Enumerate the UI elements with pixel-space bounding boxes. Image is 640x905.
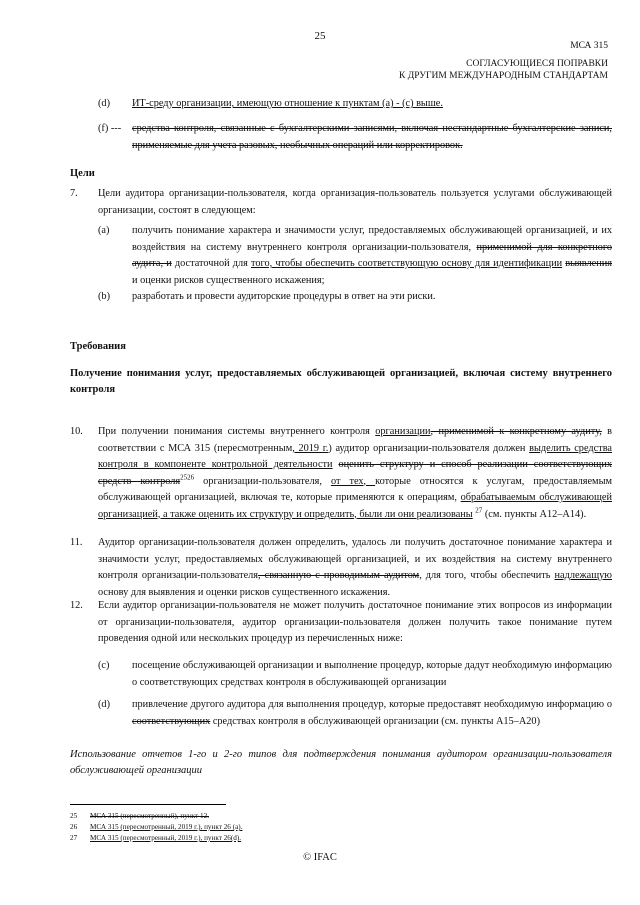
item-f-label: (f) ---: [98, 123, 122, 134]
running-header: [399, 58, 608, 82]
copyright-footer: © IFAC: [303, 852, 337, 863]
para-12d-label: (d): [98, 699, 111, 710]
para-12c-text: посещение обслуживающей организации и выполнение процедур, которые дадут необходимую информацию о соответствующих средствах контроля в обслуживающей организации: [132, 660, 612, 688]
requirements-heading: Требования: [70, 341, 126, 352]
para-7a-label: (a): [98, 225, 110, 236]
item-f-struck: средства контроля, связанные с бухгалтерскими записями, включая нестандартные бухгалтерские записи, применяемые для учета разовых, необычных операций или корректировок.: [132, 123, 612, 151]
para-7-text: Цели аудитора организации-пользователя, когда организация-пользователь пользуется услугами обслуживающей организации, состоят в следующем:: [98, 188, 612, 216]
para-11-number: 11.: [70, 537, 83, 548]
para-7-number: 7.: [70, 188, 78, 199]
para-12d-text: привлечение другого аудитора для выполнения процедур, которые предоставят необходимую информацию о соответствующих средствах контроля в обслуживающей организации (см. пункты A15–A20): [132, 699, 612, 727]
page-number: 25: [314, 30, 326, 42]
item-d-underlined: ИТ-среду организации, имеющую отношение к пунктам (a) - (c) выше.: [132, 98, 443, 109]
para-10-text: При получении понимания системы внутреннего контроля организации, применимой к конкретному аудиту, в соответствии с МСА 315 (пересмотренным, 2019 г.) аудитор организации-пользователя должен выделить средства контроля в компоненте контрольной деятельности оценить структуру и способ реализации соответствующих средств контроля$^{2526}$ организации-пользователя, от тех, которые относятся к услугам, предоставляемым обслуживающей организацией, включая те, которые применяются к операциям, обрабатываемым обслуживающей организацией, а также оценить их структуру и определить, были ли они реализованы $^{27}$ (см. пункты A12–A14).: [98, 426, 613, 520]
para-7b-label: (b): [98, 291, 111, 302]
footnote-26: 26 МСА 315 (пересмотренный, 2019 г.), пункт 26 (a).: [70, 823, 243, 831]
item-d-text: [132, 96, 612, 113]
italic-subheading: Использование отчетов 1-го и 2-го типов для подтверждения понимания аудитором организации-пользователя обслуживающей организации: [70, 749, 612, 776]
para-10-number: 10.: [70, 426, 83, 437]
para-12c-label: (c): [98, 660, 110, 671]
para-12-number: 12.: [70, 600, 83, 611]
para-7a-text: получить понимание характера и значимости услуг, предоставляемых обслуживающей организацией, и их воздействия на систему внутреннего контроля организации-пользователя, применимой для конкретного аудита, и достаточной для того, чтобы обеспечить соответствующую основу для идентификации выявления и оценки рисков существенного искажения;: [132, 225, 612, 286]
goals-heading: Цели: [70, 168, 95, 179]
subsection-heading: Получение понимания услуг, предоставляемых обслуживающей организацией, включая систему внутреннего контроля: [70, 368, 612, 395]
header-line-1: СОГЛАСУЮЩИЕСЯ ПОПРАВКИ: [466, 59, 608, 69]
para-7b-text: разработать и провести аудиторские процедуры в ответ на эти риски.: [132, 291, 436, 302]
item-d-label: (d): [98, 98, 111, 109]
para-12-text: Если аудитор организации-пользователя не может получить достаточное понимание этих вопросов из информации от организации-пользователя, аудитор организации-пользователя должен получить такое понимание путем проведения одной или нескольких процедур из перечисленных ниже:: [98, 600, 612, 644]
footnote-25: 25 МСА 315 (пересмотренный), пункт 12.: [70, 812, 209, 820]
para-11-text: Аудитор организации-пользователя должен определить, удалось ли получить достаточное понимание характера и значимости услуг, предоставляемых обслуживающей организацией, и их воздействия на систему внутреннего контроля организации-пользователя, связанную с проводимым аудитом, для того, чтобы обеспечить надлежащую основу для выявления и оценки рисков существенного искажения.: [98, 537, 612, 598]
footnote-separator: [70, 804, 226, 805]
header-line-2: К ДРУГИМ МЕЖДУНАРОДНЫМ СТАНДАРТАМ: [399, 71, 608, 81]
standard-label: МСА 315: [570, 41, 608, 51]
footnote-27: 27 МСА 315 (пересмотренный, 2019 г.), пункт 26(d).: [70, 834, 242, 842]
item-f-text: [132, 121, 612, 154]
